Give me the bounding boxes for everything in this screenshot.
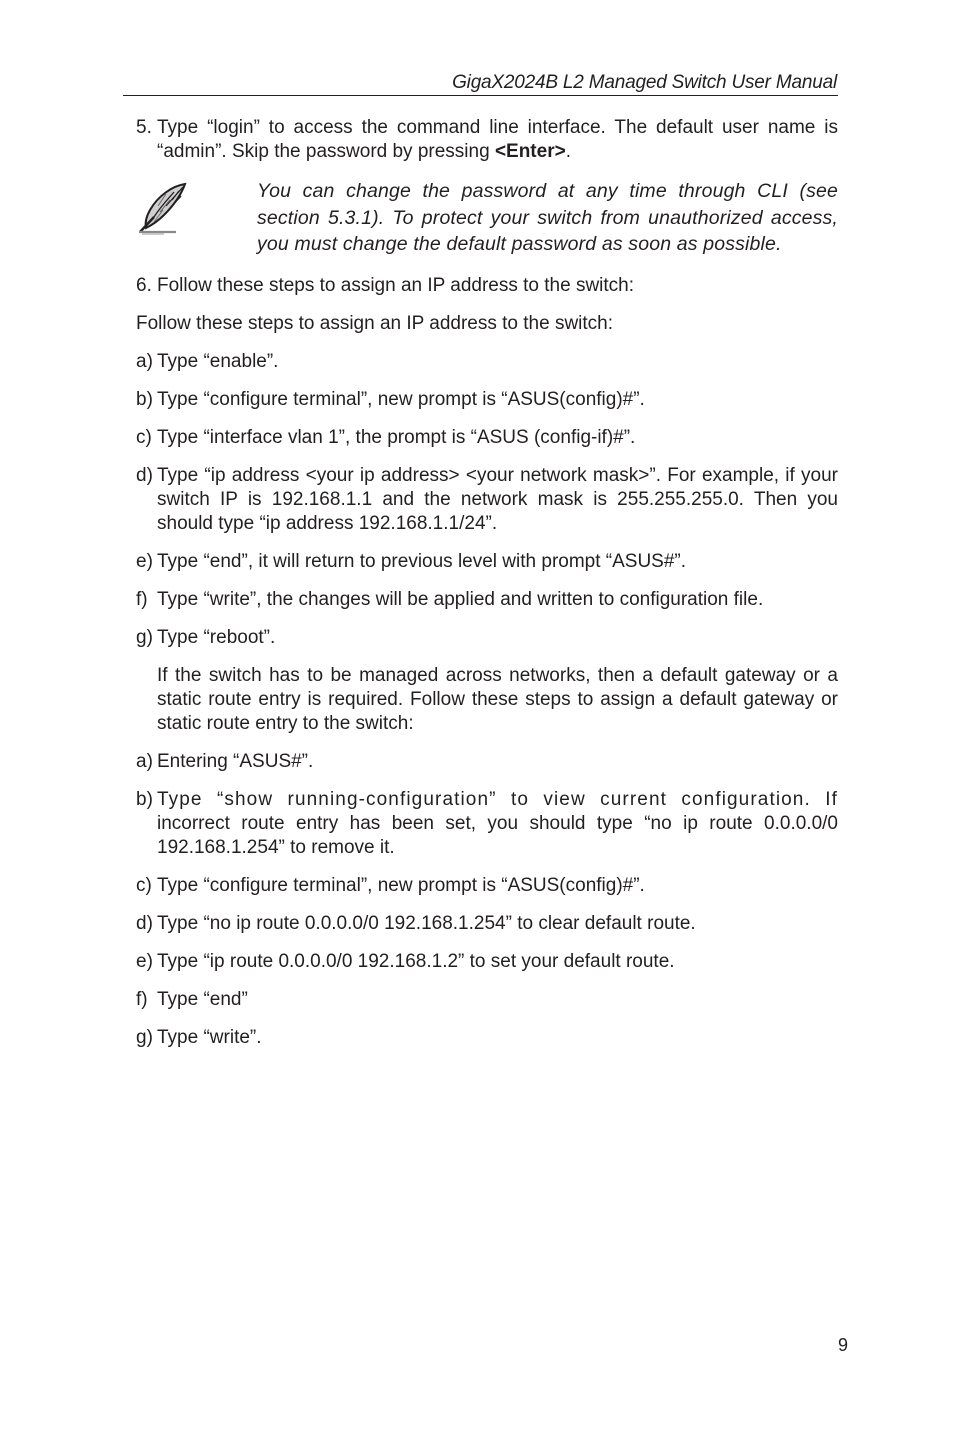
page-header-title: GigaX2024B L2 Managed Switch User Manual (452, 72, 837, 93)
item-text: Type “no ip route 0.0.0.0/0 192.168.1.254” to clear default route. (157, 912, 696, 934)
feather-pen-icon (136, 182, 190, 236)
list-item (136, 1026, 838, 1050)
page-content (136, 116, 838, 1064)
list-item (136, 750, 838, 774)
enter-key-label: <Enter> (494, 141, 566, 162)
list-item (136, 426, 838, 450)
item-marker: g) (136, 1026, 153, 1048)
gateway-steps-list (136, 750, 838, 1050)
step-marker: 5. (136, 117, 152, 138)
item-text: Type “ip address <your ip address> <your network mask>”. For example, if your switch IP is 192.168.1.1 and the network mask is 255.255.255.0. Then you should type “ip address 192.168.1.1/24”. (157, 464, 838, 534)
item-text: Type “configure terminal”, new prompt is “ASUS(config)#”. (157, 874, 645, 896)
page-number: 9 (837, 1335, 848, 1355)
item-text: Type “enable”. (157, 350, 279, 372)
list-item (136, 874, 838, 898)
step-marker: 6. (136, 274, 152, 296)
item-text: Type “write”, the changes will be applied and written to configuration file. (157, 588, 764, 610)
item-marker: f) (136, 588, 148, 610)
item-marker: a) (136, 350, 153, 372)
note-icon-wrap (136, 178, 257, 258)
list-item (136, 350, 838, 374)
item-marker: c) (136, 426, 152, 448)
ip-intro-paragraph: Follow these steps to assign an IP address to the switch: (136, 312, 614, 334)
step-text-part: Type “login” to access the command line interface. The default user name is “admin”. Skip the password by pressing (157, 117, 838, 162)
step-text-end: . (565, 141, 571, 162)
list-item (136, 988, 838, 1012)
list-item (136, 950, 838, 974)
item-text: Type “end” (157, 988, 248, 1010)
item-marker: g) (136, 626, 153, 648)
item-marker: b) (136, 788, 153, 810)
step-6 (136, 274, 838, 298)
step-text: Follow these steps to assign an IP address to the switch: (157, 274, 635, 296)
item-text: Type “configure terminal”, new prompt is “ASUS(config)#”. (157, 388, 645, 410)
item-text: Type “end”, it will return to previous level with prompt “ASUS#”. (157, 550, 687, 572)
item-text: Type “ip route 0.0.0.0/0 192.168.1.2” to set your default route. (157, 950, 675, 972)
item-text-spaced: Type “show running-configuration” to view current configuration. If (157, 788, 838, 810)
header-rule (123, 95, 838, 96)
step-text (157, 116, 838, 164)
list-item (136, 550, 838, 574)
item-text: Type “write”. (157, 1026, 262, 1048)
list-item (136, 912, 838, 936)
list-item (136, 388, 838, 412)
list-item (136, 626, 838, 650)
item-marker: e) (136, 550, 153, 572)
gateway-intro-paragraph: If the switch has to be managed across networks, then a default gateway or a static route entry is required. Follow these steps to assign a default gateway or static route entry to the switch: (157, 664, 838, 734)
item-marker: e) (136, 950, 153, 972)
item-marker: d) (136, 912, 153, 934)
note-box (136, 178, 838, 258)
item-text (157, 788, 838, 860)
list-item (136, 588, 838, 612)
ip-steps-list (136, 350, 838, 650)
item-marker: a) (136, 750, 153, 772)
step-5 (136, 116, 838, 164)
list-item (136, 464, 838, 536)
item-marker: b) (136, 388, 153, 410)
item-text: Type “reboot”. (157, 626, 276, 648)
item-marker: c) (136, 874, 152, 896)
item-marker: f) (136, 988, 148, 1010)
note-text: You can change the password at any time through CLI (see section 5.3.1). To protect your switch from unauthorized access, you must change the default password as soon as possible. (257, 180, 838, 255)
item-text: Type “interface vlan 1”, the prompt is “ASUS (config-if)#”. (157, 426, 636, 448)
list-item (136, 788, 838, 860)
item-text-rest: incorrect route entry has been set, you should type “no ip route 0.0.0.0/0 192.168.1.254” to remove it. (157, 812, 838, 858)
item-marker: d) (136, 464, 153, 486)
item-text: Entering “ASUS#”. (157, 750, 314, 772)
